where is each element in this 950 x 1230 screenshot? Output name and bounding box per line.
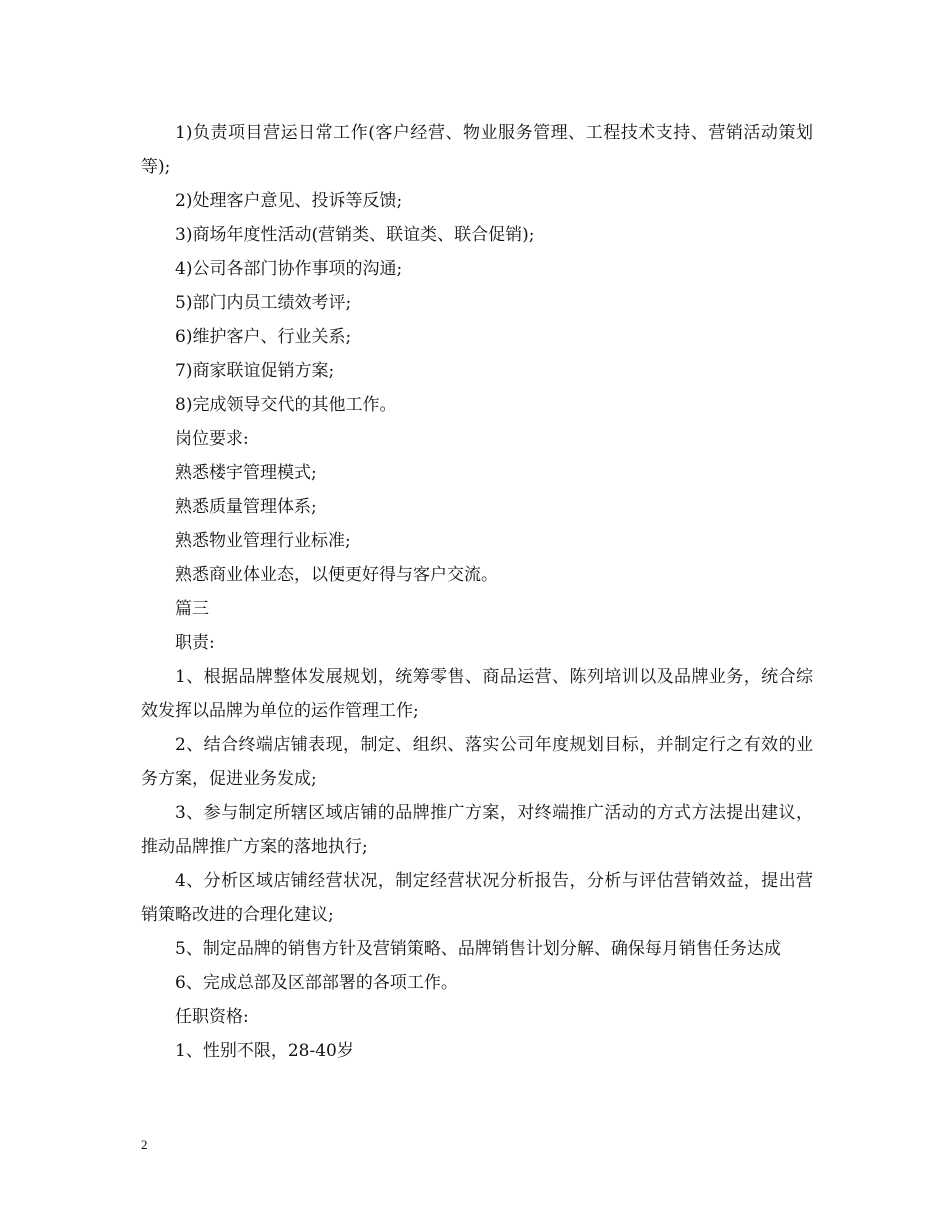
- paragraph-qualification-1: 1、性别不限，28-40岁: [175, 1041, 354, 1061]
- paragraph-duty-1: 1)负责项目营运日常工作(客户经营、物业服务管理、工程技术支持、营销活动策划等);: [141, 123, 813, 177]
- paragraph-duty-4: 4)公司各部门协作事项的沟通;: [175, 259, 403, 279]
- paragraph-duty-5: 5)部门内员工绩效考评;: [175, 293, 352, 313]
- paragraph-duty-8: 8)完成领导交代的其他工作。: [175, 395, 397, 415]
- page-number: 2: [141, 1137, 148, 1152]
- paragraph-responsibility-5: 5、制定品牌的销售方针及营销策略、品牌销售计划分解、确保每月销售任务达成: [175, 939, 781, 959]
- paragraph-responsibility-1: 1、根据品牌整体发展规划，统筹零售、商品运营、陈列培训以及品牌业务，统合综效发挥以品牌为单位的运作管理工作;: [141, 667, 813, 721]
- heading-qualifications: 任职资格:: [175, 1007, 249, 1027]
- paragraph-duty-7: 7)商家联谊促销方案;: [175, 361, 335, 381]
- heading-requirements: 岗位要求:: [175, 429, 249, 449]
- heading-responsibilities: 职责:: [175, 633, 215, 653]
- paragraph-responsibility-4: 4、分析区域店铺经营状况，制定经营状况分析报告，分析与评估营销效益，提出营销策略改进的合理化建议;: [141, 871, 813, 925]
- paragraph-requirement-2: 熟悉质量管理体系;: [175, 497, 317, 517]
- paragraph-duty-3: 3)商场年度性活动(营销类、联谊类、联合促销);: [175, 225, 535, 245]
- document-body: [141, 116, 813, 1068]
- paragraph-responsibility-3: 3、参与制定所辖区域店铺的品牌推广方案，对终端推广活动的方式方法提出建议，推动品牌推广方案的落地执行;: [141, 803, 813, 857]
- paragraph-responsibility-6: 6、完成总部及区部部署的各项工作。: [175, 973, 458, 993]
- paragraph-responsibility-2: 2、结合终端店铺表现，制定、组织、落实公司年度规划目标，并制定行之有效的业务方案，促进业务发成;: [141, 735, 813, 789]
- paragraph-requirement-3: 熟悉物业管理行业标准;: [175, 531, 351, 551]
- section-heading-part-three: 篇三: [175, 599, 209, 619]
- paragraph-duty-2: 2)处理客户意见、投诉等反馈;: [175, 191, 403, 211]
- paragraph-duty-6: 6)维护客户、行业关系;: [175, 327, 352, 347]
- paragraph-requirement-1: 熟悉楼宇管理模式;: [175, 463, 317, 483]
- paragraph-requirement-4: 熟悉商业体业态，以便更好得与客户交流。: [175, 565, 498, 585]
